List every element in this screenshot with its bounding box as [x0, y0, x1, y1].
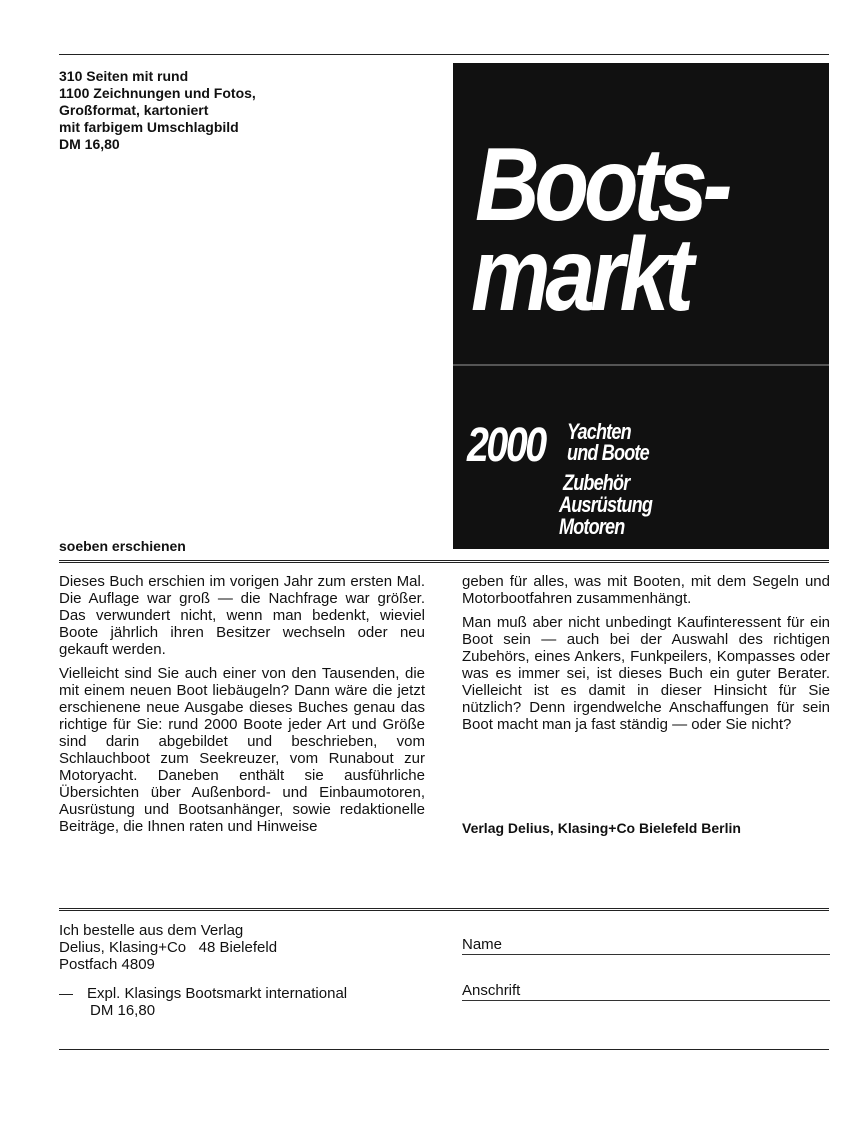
cover-subtitle: Motoren [559, 514, 625, 539]
spec-price: DM 16,80 [59, 136, 120, 152]
cover-title-line2: markt [471, 217, 689, 333]
top-rule [59, 54, 829, 55]
cover-divider [453, 364, 829, 366]
order-line: Postfach 4809 [59, 956, 155, 973]
name-label: Name [462, 936, 503, 953]
text-column-right [462, 573, 830, 740]
cover-subtitle: Ausrüstung [559, 492, 653, 517]
paragraph: Dieses Buch erschien im vorigen Jahr zum ersten Mal. Die Auflage war groß — die Nachfrage war größer. Das verwundert nicht, wenn man bedenkt, wieviel Boote jährlich ihren Besitzer wechseln oder neu gekauft werden. [59, 573, 425, 658]
order-item-label: Expl. Klasings Bootsmarkt international [87, 985, 348, 1002]
book-specs [59, 68, 419, 153]
order-line: Delius, Klasing+Co 48 Bielefeld [59, 939, 278, 956]
paragraph: geben für alles, was mit Booten, mit dem Segeln und Motorbootfahren zusammenhängt. [462, 573, 830, 607]
cover-number: 2000 [467, 419, 545, 472]
address-field[interactable] [462, 1000, 830, 1001]
order-line: Ich bestelle aus dem Verlag [59, 922, 244, 939]
paragraph: Vielleicht sind Sie auch einer von den Tausenden, die mit einem neuen Boot liebäugeln? Dann wäre die jetzt erschienene neue Ausgabe dieses Buches genau das richtige für Sie: rund 2000 Boote jeder Art und Größe sind darin abgebildet und beschrieben, vom Schlauchboot zum Seekreuzer, vom Runabout zur Motoryacht. Daneben enthält sie ausführliche Übersichten über Außenbord- und Einbaumotoren, Ausrüstung und Bootsanhänger, sowie redaktionelle Beiträge, die Ihnen raten und Hinweise [59, 665, 425, 835]
order-item-price: DM 16,80 [90, 1002, 156, 1019]
quantity-blank[interactable] [59, 994, 73, 995]
order-address [59, 922, 277, 973]
spec-line: 1100 Zeichnungen und Fotos, [59, 85, 256, 101]
order-item [59, 985, 347, 1019]
order-top-rule [59, 908, 829, 911]
spec-line: Großformat, kartoniert [59, 102, 209, 118]
name-field[interactable] [462, 954, 830, 955]
spec-line: 310 Seiten mit rund [59, 68, 189, 84]
text-column-left [59, 573, 425, 842]
cover-title-line1: Boots- [475, 127, 728, 243]
spec-line: mit farbigem Umschlagbild [59, 119, 239, 135]
cover-subtitle: Yachten [567, 419, 631, 444]
cover-subtitle: Zubehör [563, 470, 630, 495]
tagline: soeben erschienen [59, 538, 186, 554]
body-top-rule [59, 560, 829, 563]
paragraph: Man muß aber nicht unbedingt Kaufinteressent für ein Boot sein — auch bei der Auswahl des richtigen Zubehörs, eines Ankers, Funkpeilers, Kompasses oder was es immer sei, ist dieses Buch ein guter Berater. Vielleicht ist es damit in dieser Hinsicht für Sie nützlich? Denn irgendwelche Anschaffungen für sein Boot macht man ja fast ständig — oder Sie nicht? [462, 614, 830, 733]
publisher: Verlag Delius, Klasing+Co Bielefeld Berlin [462, 820, 741, 836]
cover-subtitle: und Boote [567, 440, 649, 465]
address-label: Anschrift [462, 982, 521, 999]
bottom-rule [59, 1049, 829, 1050]
book-cover [453, 63, 829, 549]
